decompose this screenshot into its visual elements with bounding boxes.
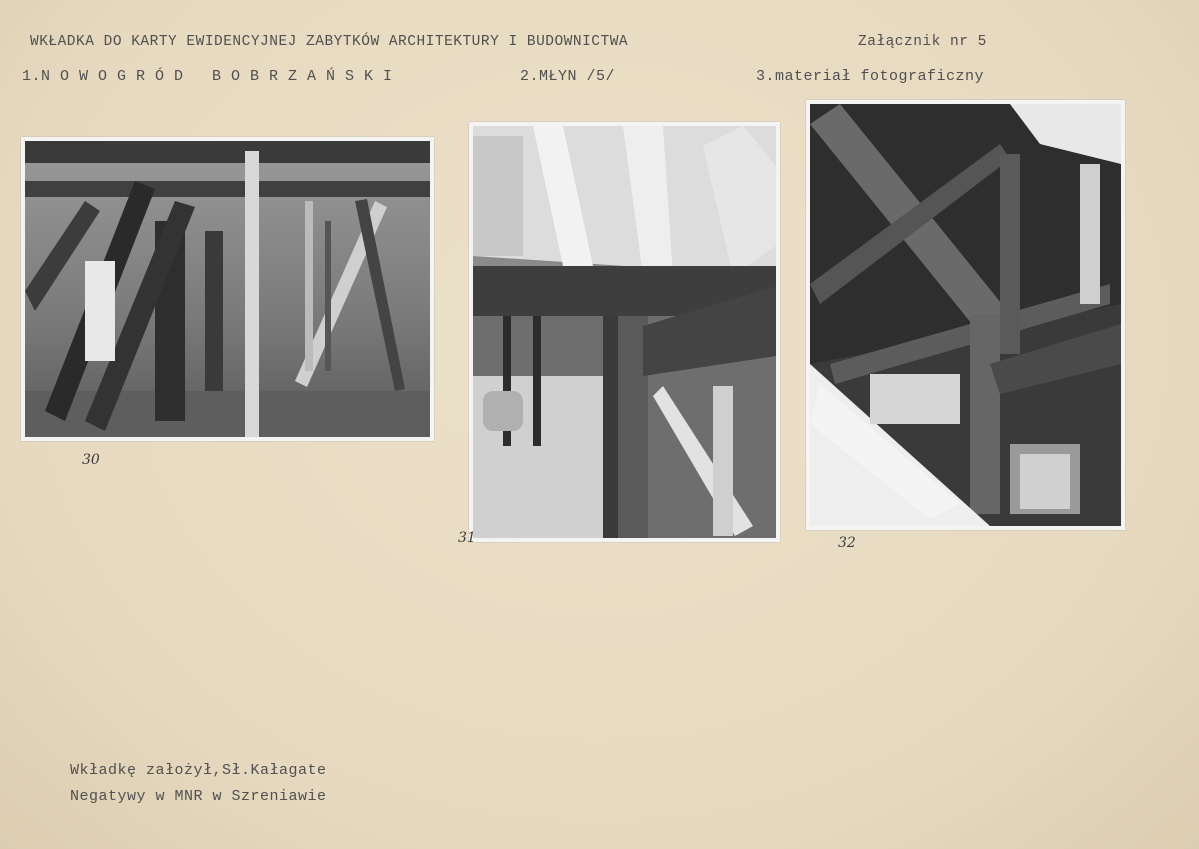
location-field: 1.N O W O G R Ó D B O B R Z A Ń S K I xyxy=(22,68,393,85)
photo-32-number: 32 xyxy=(838,535,856,551)
footer-negatives: Negatywy w MNR w Szreniawie xyxy=(70,788,327,805)
material-field: 3.materiał fotograficzny xyxy=(756,68,985,85)
photo-30 xyxy=(21,137,434,441)
photo-32 xyxy=(806,100,1125,530)
photo-31-number: 31 xyxy=(458,530,476,546)
object-field: 2.MŁYN /5/ xyxy=(520,68,616,85)
photo-31-image xyxy=(473,126,776,538)
photo-32-image xyxy=(810,104,1121,526)
document-title: WKŁADKA DO KARTY EWIDENCYJNEJ ZABYTKÓW ARCHITEKTURY I BUDOWNICTWA xyxy=(30,34,629,50)
photo-30-image xyxy=(25,141,430,437)
attachment-label: Załącznik nr 5 xyxy=(858,34,987,50)
footer-author: Wkładkę założył,Sł.Kałagate xyxy=(70,762,327,779)
photo-31 xyxy=(469,122,780,542)
photo-30-number: 30 xyxy=(82,452,100,468)
